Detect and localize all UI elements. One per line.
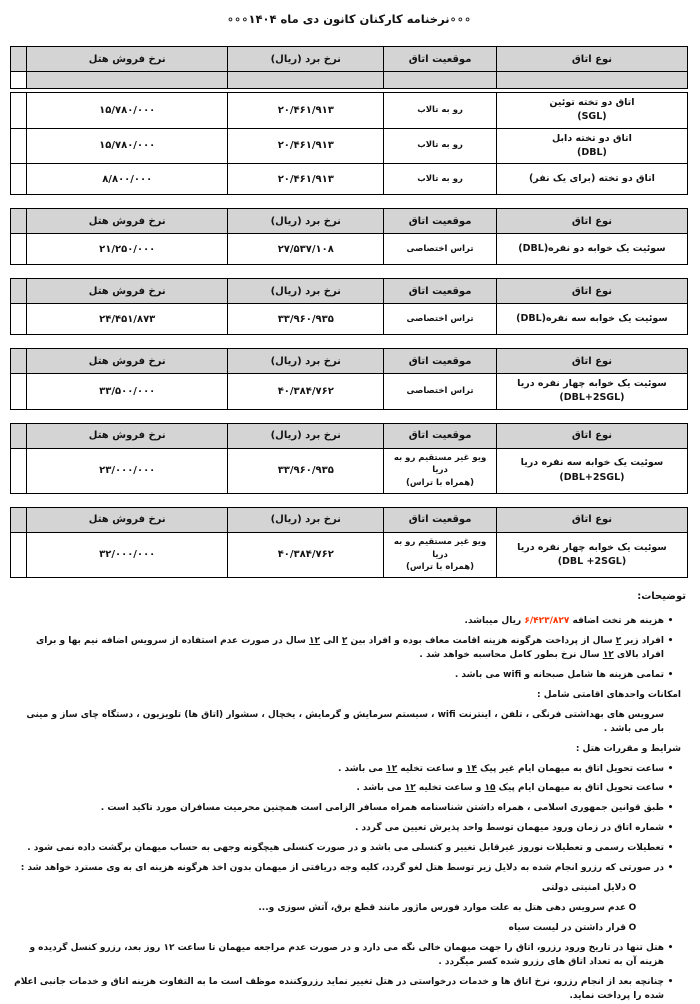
- rate-table-1-head: [10, 46, 688, 89]
- note-text-segment: می باشد .: [356, 783, 405, 794]
- bullet-marker-icon: •: [667, 616, 674, 626]
- room-type-cell: اتاق دو تخته (برای یک نفر): [496, 164, 687, 195]
- column-header: نرخ برد (ریال): [228, 349, 384, 374]
- empty-cell: [11, 448, 27, 493]
- column-header: نوع اتاق: [496, 279, 687, 304]
- note-text: [12, 709, 664, 737]
- board-rate-cell: ۴۰/۳۸۴/۷۶۲: [228, 532, 384, 577]
- empty-gray-cell: [27, 72, 228, 89]
- header-row: [11, 349, 688, 374]
- column-header: نرخ برد (ریال): [228, 47, 384, 72]
- column-header: نوع اتاق: [496, 423, 687, 448]
- room-location-cell: تراس اختصاصی: [384, 234, 497, 265]
- note-item: [12, 922, 686, 936]
- note-text-segment: چنانچه بعد از انجام رزرو، نرخ اتاق ها و خدمات درخواستی در هتل تغییر نماید رزروکننده موظف است ما به التفاوت هزینه اتاق و خدمات جانبی اعلام شده را پرداخت نماید.: [14, 976, 664, 1001]
- board-rate-cell: ۲۰/۴۶۱/۹۱۳: [228, 93, 384, 129]
- room-type-cell: اتاق دو تخته دابل (DBL): [496, 128, 687, 164]
- note-item: [12, 743, 686, 757]
- note-text: [540, 882, 626, 896]
- rate-table-5: [10, 423, 688, 494]
- hotel-sale-rate-cell: ۱۵/۷۸۰/۰۰۰: [27, 93, 228, 129]
- column-header: موقعیت اتاق: [384, 349, 497, 374]
- rate-row: [11, 128, 688, 164]
- note-item: [12, 669, 686, 683]
- note-item: [12, 976, 686, 1004]
- note-text-segment: ۱۲: [386, 763, 398, 774]
- rate-row: [11, 234, 688, 265]
- column-header: موقعیت اتاق: [384, 507, 497, 532]
- header-row: [11, 47, 688, 72]
- note-text: [12, 942, 664, 970]
- note-text: [535, 689, 681, 703]
- note-text: [336, 763, 664, 777]
- note-text-segment: ۱۲: [404, 783, 416, 794]
- note-text-segment: طبق قوانین جمهوری اسلامی ، همراه داشتن شناسنامه همراه مسافر الزامی است همچنین محرمیت مسافران مورد تاکید است .: [100, 803, 664, 814]
- column-header-empty: [11, 349, 27, 374]
- column-header-empty: [11, 209, 27, 234]
- board-rate-cell: ۲۰/۴۶۱/۹۱۳: [228, 128, 384, 164]
- bullet-marker-icon: •: [667, 976, 674, 987]
- note-text-segment: تعطیلات رسمی و تعطیلات نوروز غیرقابل تغییر و کنسلی می باشد و در صورت کنسلی هیچگونه وجهی به حساب میهمان برگشت داده نمی شود .: [27, 843, 664, 854]
- empty-cell: [11, 72, 27, 89]
- circle-marker-icon: O: [628, 883, 637, 894]
- note-item: [12, 763, 686, 777]
- bullet-marker-icon: •: [667, 942, 674, 953]
- bullet-marker-icon: •: [667, 863, 674, 874]
- note-text-segment: سرویس های بهداشتی فرنگی ، تلفن ، اینترنت wifi ، سیستم سرمایش و گرمایش ، یخچال ، سشوار (اتاق ها) تلویزیون ، دستگاه چای ساز و مینی بار می باشد .: [26, 709, 664, 734]
- note-item: [12, 615, 686, 629]
- note-item: [12, 902, 686, 916]
- note-text-segment: قرار داشتن در لیست سیاه: [508, 923, 626, 933]
- rate-table-1-body: [10, 92, 688, 195]
- note-text-segment: امکانات واحدهای اقامتی شامل :: [537, 689, 681, 700]
- rate-table-4: [10, 348, 688, 410]
- room-type-cell: اتاق دو تخته توئین (SGL): [496, 93, 687, 129]
- room-location-cell: رو به تالاب: [384, 93, 497, 129]
- note-text: [354, 782, 664, 796]
- rate-table-3: [10, 278, 688, 335]
- note-text-segment: سال در صورت عدم استفاده از سرویس اضافه نیم بها و برای افراد بالای: [36, 635, 664, 660]
- note-text-segment: سال نرخ بطور کامل محاسبه خواهد شد .: [419, 649, 603, 660]
- column-header: نرخ برد (ریال): [228, 209, 384, 234]
- empty-cell: [11, 128, 27, 164]
- rate-row: [11, 374, 688, 410]
- note-text: [19, 862, 664, 876]
- note-text-segment: هزینه هر تخت اضافه: [569, 616, 664, 626]
- note-item: [12, 709, 686, 737]
- rate-table-2: [10, 208, 688, 265]
- note-text-segment: ساعت تحویل اتاق به میهمان ایام غیر پیک: [476, 763, 664, 774]
- note-text-segment: افراد زیر: [621, 635, 664, 646]
- column-header: نرخ برد (ریال): [228, 423, 384, 448]
- column-header: نرخ فروش هتل: [27, 349, 228, 374]
- rate-table-6: [10, 507, 688, 578]
- empty-cell: [11, 93, 27, 129]
- column-header: نوع اتاق: [496, 47, 687, 72]
- header-row: [11, 507, 688, 532]
- empty-cell: [11, 234, 27, 265]
- notes-heading: توضیحات:: [637, 591, 686, 602]
- bullet-marker-icon: •: [667, 843, 674, 854]
- note-item: [12, 822, 686, 836]
- hotel-sale-rate-cell: ۳۳/۵۰۰/۰۰۰: [27, 374, 228, 410]
- column-header: موقعیت اتاق: [384, 279, 497, 304]
- rate-row: [11, 164, 688, 195]
- empty-gray-cell: [496, 72, 687, 89]
- bullet-marker-icon: •: [667, 803, 674, 814]
- empty-cell: [11, 304, 27, 335]
- rate-tables: [9, 46, 689, 578]
- column-header: نرخ فروش هتل: [27, 423, 228, 448]
- room-location-cell: ویو غیر مستقیم رو به دریا (همراه با تراس): [384, 448, 497, 493]
- note-text: [353, 822, 664, 836]
- bullet-marker-icon: •: [667, 635, 674, 646]
- note-text-segment: و ساعت تخلیه: [397, 763, 466, 774]
- hotel-sale-rate-cell: ۲۳/۰۰۰/۰۰۰: [27, 448, 228, 493]
- hotel-sale-rate-cell: ۸/۸۰۰/۰۰۰: [27, 164, 228, 195]
- room-location-cell: رو به تالاب: [384, 128, 497, 164]
- note-text: [453, 669, 664, 683]
- note-text-segment: ۱۲: [602, 649, 614, 660]
- column-header: نرخ فروش هتل: [27, 279, 228, 304]
- column-header: نرخ فروش هتل: [27, 507, 228, 532]
- board-rate-cell: ۳۳/۹۶۰/۹۳۵: [228, 304, 384, 335]
- room-type-cell: سوئیت یک خوابه سه نفره(DBL): [496, 304, 687, 335]
- page-title: ∘∘∘نرخنامه کارکنان کانون دی ماه ۱۴۰۴∘∘∘: [226, 12, 472, 26]
- empty-cell: [11, 532, 27, 577]
- column-header: نوع اتاق: [496, 507, 687, 532]
- board-rate-cell: ۴۰/۳۸۴/۷۶۲: [228, 374, 384, 410]
- note-item: [12, 842, 686, 856]
- note-item: [12, 689, 686, 703]
- column-header-empty: [11, 47, 27, 72]
- note-text: [12, 976, 664, 1004]
- column-header: نوع اتاق: [496, 349, 687, 374]
- column-header-empty: [11, 423, 27, 448]
- empty-cell: [11, 374, 27, 410]
- room-type-cell: سوئیت یک خوابه چهار نفره دریا (DBL+2SGL): [496, 374, 687, 410]
- circle-marker-icon: O: [628, 923, 637, 933]
- note-text: [256, 902, 626, 916]
- notes-section: [9, 591, 689, 1004]
- note-item: [12, 782, 686, 796]
- note-text-segment: سال از پرداخت هرگونه هزینه اقامت معاف بوده و افراد بین: [347, 635, 616, 646]
- bullet-marker-icon: •: [667, 783, 674, 794]
- note-text-segment: عدم سرویس دهی هتل به علت موارد فورس ماژور مانند قطع برق، آتش سوزی و...: [258, 903, 626, 914]
- column-header: نرخ فروش هتل: [27, 209, 228, 234]
- column-header: موقعیت اتاق: [384, 423, 497, 448]
- header-row: [11, 423, 688, 448]
- note-text-segment: ساعت تحویل اتاق به میهمان ایام پیک: [495, 783, 664, 794]
- room-location-cell: رو به تالاب: [384, 164, 497, 195]
- note-text-segment: ۲: [341, 635, 348, 646]
- empty-cell: [11, 164, 27, 195]
- hotel-sale-rate-cell: ۱۵/۷۸۰/۰۰۰: [27, 128, 228, 164]
- rate-row: [11, 448, 688, 493]
- hotel-sale-rate-cell: ۲۴/۴۵۱/۸۷۳: [27, 304, 228, 335]
- bullet-marker-icon: •: [667, 763, 674, 774]
- column-header: موقعیت اتاق: [384, 47, 497, 72]
- note-item: [12, 942, 686, 970]
- note-text: [25, 842, 664, 856]
- note-text-segment: ۱۲: [309, 635, 320, 646]
- bullet-marker-icon: •: [667, 669, 674, 680]
- note-text-segment: می باشد .: [337, 763, 387, 774]
- note-text-segment: ۱۴: [465, 763, 477, 774]
- column-header: نرخ برد (ریال): [228, 279, 384, 304]
- board-rate-cell: ۲۷/۵۳۷/۱۰۸: [228, 234, 384, 265]
- note-text-segment: هتل تنها در تاریخ ورود رزرو، اتاق را جهت میهمان خالی نگه می دارد و در صورت عدم مراجعه میهمان تا ساعت ۱۲ روز بعد، رزرو کنسل گردیده و هزینه آن به تعداد اتاق های رزرو شده کسر میگردد .: [29, 942, 664, 967]
- extra-bed-price: ۶/۴۲۳/۸۲۷: [524, 616, 570, 626]
- empty-gray-cell: [384, 72, 497, 89]
- note-text-segment: در صورتی که رزرو انجام شده به دلایل زیر توسط هتل لغو گردد، کلیه وجه دریافتی از میهمان بدون اخذ هرگونه هزینه ای به وی مسترد خواهد شد :: [20, 863, 664, 874]
- column-header: نرخ فروش هتل: [27, 47, 228, 72]
- column-header-empty: [11, 507, 27, 532]
- bullet-marker-icon: •: [667, 823, 674, 834]
- empty-gray-cell: [228, 72, 384, 89]
- room-location-cell: تراس اختصاصی: [384, 374, 497, 410]
- note-text-segment: و ساعت تخلیه: [415, 783, 485, 794]
- circle-marker-icon: O: [628, 903, 637, 914]
- note-text-segment: ریال میباشد.: [464, 616, 525, 626]
- note-text-segment: الی: [320, 635, 342, 646]
- note-text-segment: ۱۵: [484, 783, 496, 794]
- rate-row: [11, 304, 688, 335]
- note-item: [12, 635, 686, 663]
- board-rate-cell: ۳۳/۹۶۰/۹۳۵: [228, 448, 384, 493]
- note-text-segment: شماره اتاق در زمان ورود میهمان توسط واحد پذیرش تعیین می گردد .: [354, 823, 664, 834]
- note-text: [99, 802, 664, 816]
- note-text: [507, 922, 626, 936]
- board-rate-cell: ۲۰/۴۶۱/۹۱۳: [228, 164, 384, 195]
- room-location-cell: تراس اختصاصی: [384, 304, 497, 335]
- note-text: [463, 615, 664, 629]
- note-item: [12, 882, 686, 896]
- note-text-segment: ۲: [615, 635, 622, 646]
- column-header: موقعیت اتاق: [384, 209, 497, 234]
- room-type-cell: سوئیت یک خوابه سه نفره دریا (DBL+2SGL): [496, 448, 687, 493]
- empty-row: [11, 72, 688, 89]
- header-row: [11, 209, 688, 234]
- rate-row: [11, 93, 688, 129]
- notes-list: [12, 615, 686, 1004]
- note-text-segment: شرایط و مقررات هتل :: [575, 743, 681, 754]
- room-location-cell: ویو غیر مستقیم رو به دریا (همراه با تراس): [384, 532, 497, 577]
- column-header: نوع اتاق: [496, 209, 687, 234]
- note-item: [12, 862, 686, 876]
- room-type-cell: سوئیت یک خوابه دو نفره(DBL): [496, 234, 687, 265]
- note-text: [574, 743, 681, 757]
- hotel-sale-rate-cell: ۲۱/۲۵۰/۰۰۰: [27, 234, 228, 265]
- note-text-segment: دلایل امنیتی دولتی: [541, 883, 626, 894]
- header-row: [11, 279, 688, 304]
- note-item: [12, 802, 686, 816]
- rate-row: [11, 532, 688, 577]
- room-type-cell: سوئیت یک خوابه چهار نفره دریا (DBL +2SGL): [496, 532, 687, 577]
- column-header: نرخ برد (ریال): [228, 507, 384, 532]
- column-header-empty: [11, 279, 27, 304]
- note-text: [12, 635, 664, 663]
- hotel-sale-rate-cell: ۳۲/۰۰۰/۰۰۰: [27, 532, 228, 577]
- note-text-segment: تمامی هزینه ها شامل صبحانه و wifi می باشد .: [454, 669, 664, 680]
